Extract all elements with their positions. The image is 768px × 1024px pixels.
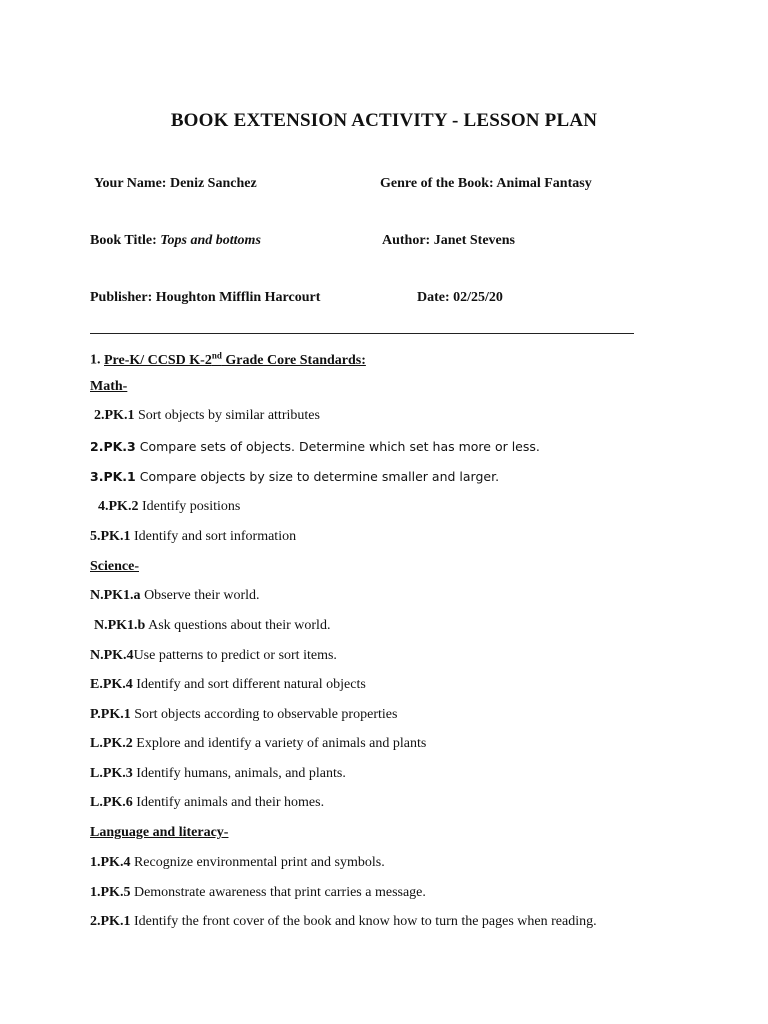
standard-item bbox=[90, 439, 540, 454]
standard-code: 5.PK.1 bbox=[90, 529, 131, 544]
horizontal-divider bbox=[90, 333, 634, 334]
standard-item bbox=[90, 648, 337, 664]
standard-item bbox=[94, 408, 320, 424]
publisher-label: Publisher: bbox=[90, 290, 153, 305]
standard-text: Use patterns to predict or sort items. bbox=[133, 648, 337, 663]
publisher-field bbox=[90, 290, 320, 306]
standard-item bbox=[90, 529, 296, 545]
standard-code: L.PK.2 bbox=[90, 736, 133, 751]
standard-code: 1.PK.5 bbox=[90, 885, 131, 900]
standard-item bbox=[90, 855, 385, 871]
genre-label: Genre of the Book: bbox=[380, 176, 494, 191]
standard-text: Identify and sort information bbox=[133, 529, 297, 544]
standard-code: L.PK.3 bbox=[90, 766, 133, 781]
standard-item bbox=[90, 588, 260, 604]
standard-code: N.PK1.b bbox=[94, 618, 146, 633]
standard-code: 4.PK.2 bbox=[98, 499, 139, 514]
standard-code: 2.PK.1 bbox=[94, 408, 135, 423]
author-label: Author: bbox=[382, 233, 431, 248]
book-title-field bbox=[90, 233, 261, 249]
standard-code: N.PK1.a bbox=[90, 588, 141, 603]
standard-code: 2.PK.3 bbox=[90, 439, 136, 454]
date-label: Date: bbox=[417, 290, 450, 305]
standard-item bbox=[90, 677, 366, 693]
standard-item bbox=[90, 707, 397, 723]
your-name-value: Deniz Sanchez bbox=[169, 176, 257, 191]
standard-item bbox=[90, 766, 346, 782]
math-heading: Math- bbox=[90, 379, 128, 394]
standard-item bbox=[98, 499, 240, 515]
standard-text: Sort objects according to observable properties bbox=[134, 707, 398, 722]
standard-code: L.PK.6 bbox=[90, 795, 133, 810]
book-title-value: Tops and bottoms bbox=[160, 233, 261, 248]
standard-text: Explore and identify a variety of animals and plants bbox=[136, 736, 427, 751]
standard-text: Identify positions bbox=[141, 499, 241, 514]
standard-text: Compare objects by size to determine smaller and larger. bbox=[139, 469, 500, 484]
standard-item bbox=[90, 469, 499, 484]
standard-code: 1.PK.4 bbox=[90, 855, 131, 870]
standard-text: Identify and sort different natural objects bbox=[136, 677, 366, 692]
standard-text: Observe their world. bbox=[144, 588, 260, 603]
standards-heading-tail: Grade Core Standards: bbox=[221, 352, 366, 368]
your-name-field bbox=[94, 176, 257, 192]
standards-heading-sup: nd bbox=[211, 350, 222, 360]
literacy-heading: Language and literacy- bbox=[90, 825, 229, 840]
standard-item bbox=[94, 618, 330, 634]
date-value: 02/25/20 bbox=[453, 290, 503, 305]
science-heading: Science- bbox=[90, 559, 139, 574]
standards-heading bbox=[90, 350, 366, 369]
standard-text: Identify humans, animals, and plants. bbox=[136, 766, 346, 781]
standard-item bbox=[90, 736, 426, 752]
author-field bbox=[382, 233, 515, 249]
standard-text: Identify the front cover of the book and know how to turn the pages when reading. bbox=[133, 914, 597, 929]
date-field bbox=[417, 290, 503, 306]
standard-text: Demonstrate awareness that print carries a message. bbox=[133, 885, 426, 900]
standard-item bbox=[90, 914, 597, 930]
standard-code: E.PK.4 bbox=[90, 677, 133, 692]
standard-text: Sort objects by similar attributes bbox=[137, 408, 320, 423]
your-name-label: Your Name: bbox=[94, 176, 167, 191]
standard-text: Ask questions about their world. bbox=[148, 618, 331, 633]
standards-heading-number: 1. bbox=[90, 352, 101, 368]
standard-code: P.PK.1 bbox=[90, 707, 131, 722]
standard-code: N.PK.4 bbox=[90, 648, 134, 663]
standard-text: Compare sets of objects. Determine which set has more or less. bbox=[139, 439, 540, 454]
author-value: Janet Stevens bbox=[433, 233, 516, 248]
document-title: BOOK EXTENSION ACTIVITY - LESSON PLAN bbox=[170, 110, 598, 131]
standards-heading-text bbox=[104, 350, 366, 368]
standard-text: Recognize environmental print and symbols. bbox=[133, 855, 385, 870]
standards-heading-main: Pre-K/ CCSD K-2 bbox=[104, 352, 212, 368]
genre-field bbox=[380, 176, 592, 192]
standard-text: Identify animals and their homes. bbox=[136, 795, 325, 810]
standard-item bbox=[90, 795, 324, 811]
standard-code: 2.PK.1 bbox=[90, 914, 131, 929]
genre-value: Animal Fantasy bbox=[496, 176, 592, 191]
standard-code: 3.PK.1 bbox=[90, 469, 136, 484]
book-title-label: Book Title: bbox=[90, 233, 157, 248]
standard-item bbox=[90, 885, 426, 901]
publisher-value: Houghton Mifflin Harcourt bbox=[155, 290, 321, 305]
